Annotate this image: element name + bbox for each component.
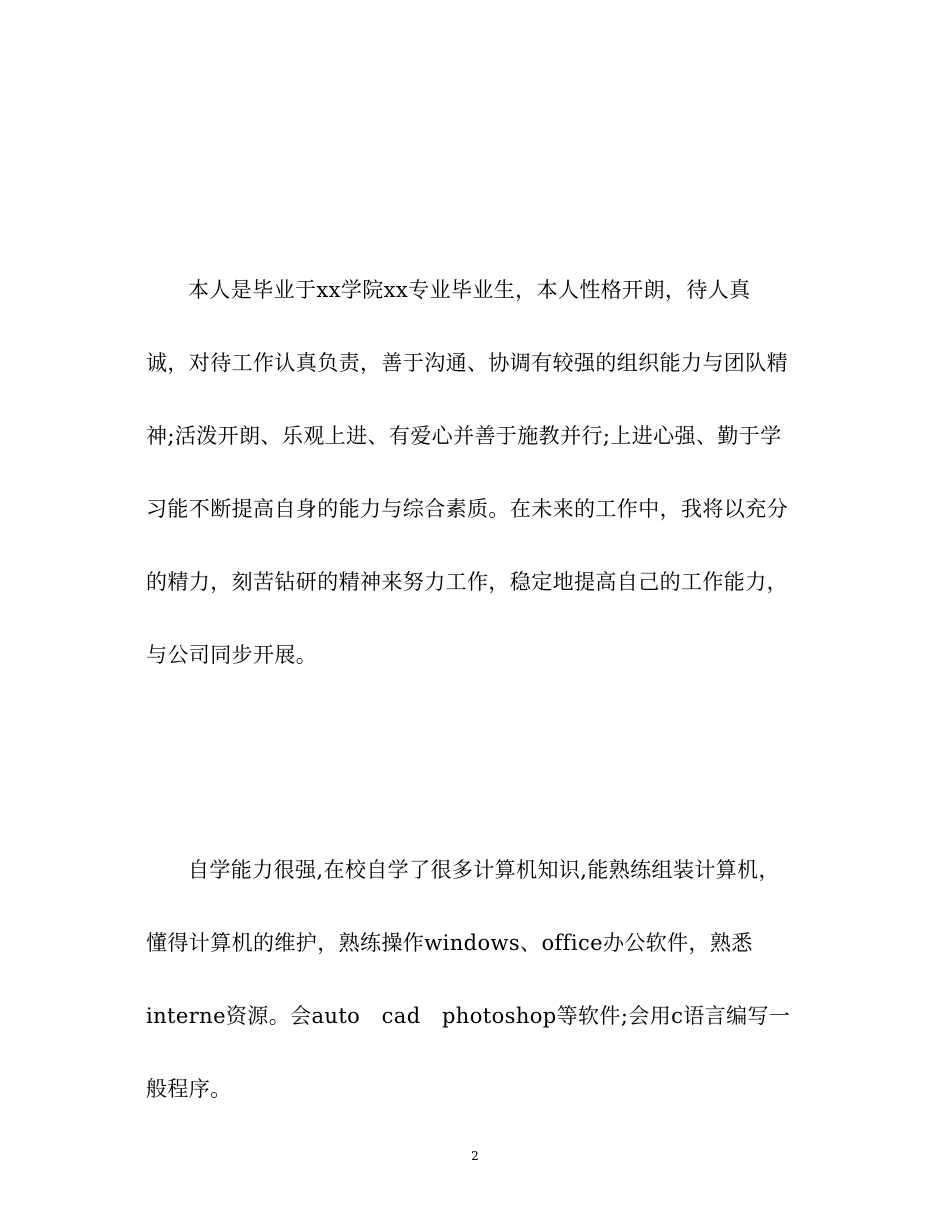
paragraph-line: 习能不断提高自身的能力与综合素质。在未来的工作中，我将以充分 [146,497,788,521]
paragraph-line: interne资源。会auto cad photoshop等软件;会用c语言编写一 [146,1004,791,1028]
paragraph-line: 自学能力很强,在校自学了很多计算机知识,能熟练组装计算机， [188,858,780,882]
paragraph-line: 与公司同步开展。 [146,643,318,667]
paragraph-line: 神;活泼开朗、乐观上进、有爱心并善于施教并行;上进心强、勤于学 [146,424,782,448]
page-number: 2 [471,1149,479,1163]
paragraph-line: 本人是毕业于xx学院xx专业毕业生，本人性格开朗，待人真 [188,278,751,302]
paragraph-line: 的精力，刻苦钻研的精神来努力工作，稳定地提高自己的工作能力， [146,570,788,594]
paragraph-line: 般程序。 [146,1077,232,1101]
paragraph-line: 诚，对待工作认真负责，善于沟通、协调有较强的组织能力与团队精 [146,351,788,375]
paragraph-line: 懂得计算机的维护，熟练操作windows、office办公软件，熟悉 [146,931,753,955]
